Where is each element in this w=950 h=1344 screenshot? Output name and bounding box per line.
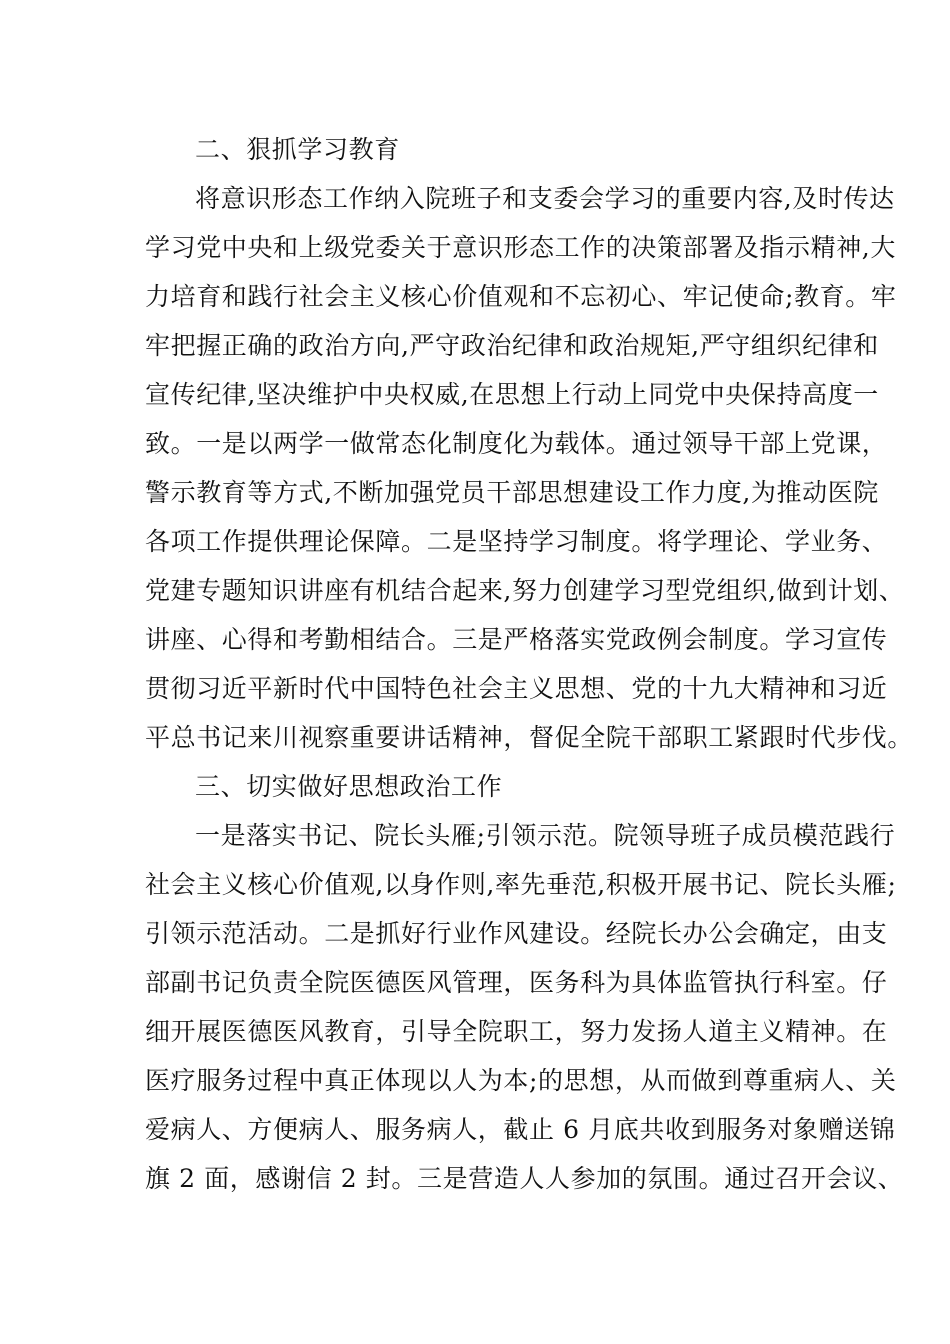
paragraph-line: 警示教育等方式,不断加强党员干部思想建设工作力度,为推动医院 xyxy=(145,478,879,507)
paragraph-line: 各项工作提供理论保障。二是坚持学习制度。将学理论、学业务、 xyxy=(145,527,888,556)
paragraph-line: 部副书记负责全院医德医风管理，医务科为具体监管执行科室。仔 xyxy=(145,968,888,997)
paragraph-line: 引领示范活动。二是抓好行业作风建设。经院长办公会确定，由支 xyxy=(145,919,888,948)
paragraph-line: 党建专题知识讲座有机结合起来,努力创建学习型党组织,做到计划、 xyxy=(145,576,905,605)
paragraph-line: 致。一是以两学一做常态化制度化为载体。通过领导干部上党课， xyxy=(145,429,888,458)
paragraph-line: 细开展医德医风教育，引导全院职工，努力发扬人道主义精神。在 xyxy=(145,1017,888,1046)
paragraph-line: 一是落实书记、院长头雁;引领示范。院领导班子成员模范践行 xyxy=(195,821,896,850)
paragraph-line: 讲座、心得和考勤相结合。三是严格落实党政例会制度。学习宣传 xyxy=(145,625,888,654)
paragraph-line: 平总书记来川视察重要讲话精神，督促全院干部职工紧跟时代步伐。 xyxy=(145,723,914,752)
section-heading-3: 三、切实做好思想政治工作 xyxy=(195,772,503,801)
paragraph-line: 将意识形态工作纳入院班子和支委会学习的重要内容,及时传达 xyxy=(195,184,895,213)
paragraph-line: 爱病人、方便病人、服务病人，截止 6 月底共收到服务对象赠送锦 xyxy=(145,1115,896,1144)
paragraph-line: 宣传纪律,坚决维护中央权威,在思想上行动上同党中央保持高度一 xyxy=(145,380,879,409)
paragraph-line: 力培育和践行社会主义核心价值观和不忘初心、牢记使命;教育。牢 xyxy=(145,282,897,311)
paragraph-line: 医疗服务过程中真正体现以人为本;的思想，从而做到尊重病人、关 xyxy=(145,1066,897,1095)
paragraph-line: 社会主义核心价值观,以身作则,率先垂范,积极开展书记、院长头雁; xyxy=(145,870,897,899)
paragraph-line: 贯彻习近平新时代中国特色社会主义思想、党的十九大精神和习近 xyxy=(145,674,888,703)
paragraph-line: 牢把握正确的政治方向,严守政治纪律和政治规矩,严守组织纪律和 xyxy=(145,331,879,360)
section-heading-2: 二、狠抓学习教育 xyxy=(195,135,400,164)
paragraph-line: 旗 2 面，感谢信 2 封。三是营造人人参加的氛围。通过召开会议、 xyxy=(145,1164,904,1193)
paragraph-line: 学习党中央和上级党委关于意识形态工作的决策部署及指示精神,大 xyxy=(145,233,896,262)
